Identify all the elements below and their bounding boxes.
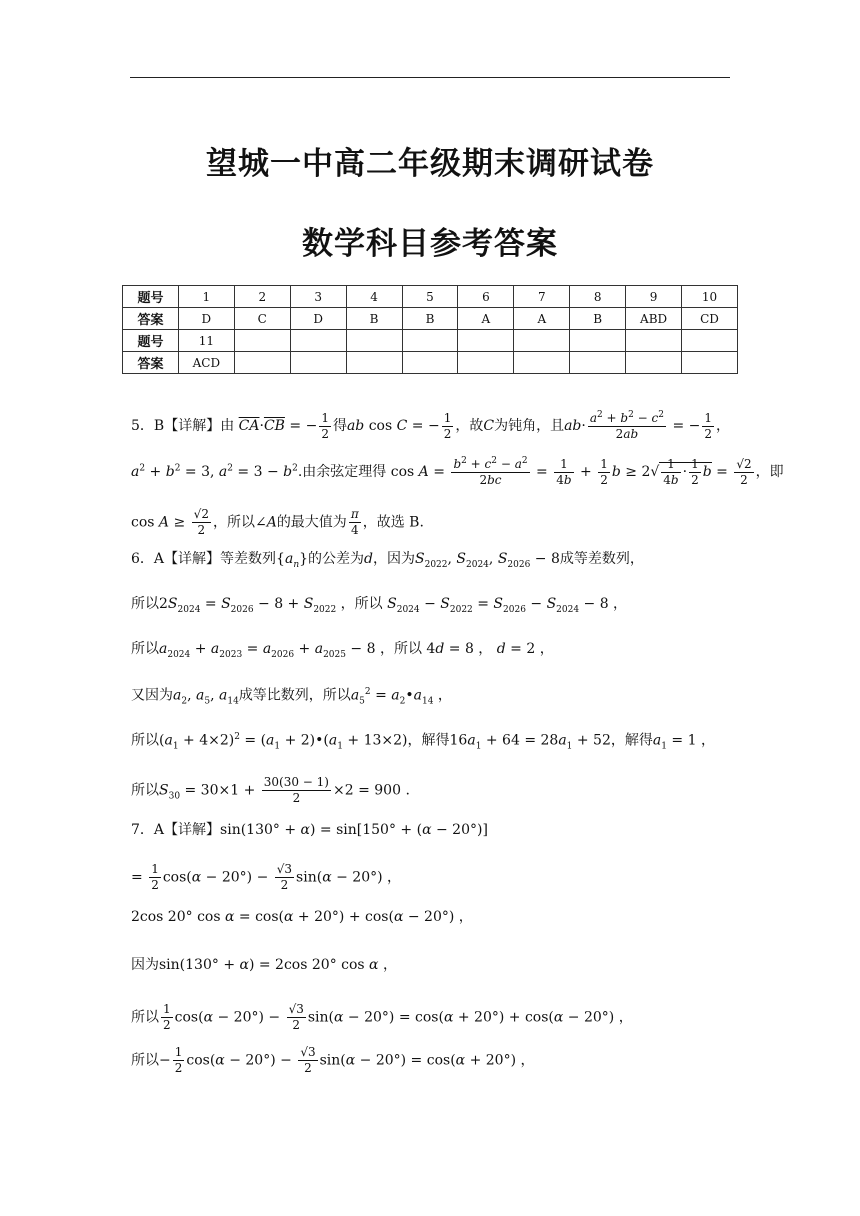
table-cell: [402, 330, 458, 352]
table-cell: [290, 352, 346, 374]
text: ，即: [755, 464, 784, 480]
solution-6-line-4: 又因为$a_2$, $a_5$, $a_{14}$成等比数列，所以$a_5^2$ = $a_2•a_{14}$ ，: [131, 687, 452, 707]
text: .由余弦定理得: [297, 464, 387, 480]
table-cell: 8: [570, 286, 626, 308]
table-cell: [514, 330, 570, 352]
text: ，因为: [373, 551, 415, 567]
table-cell: C: [234, 308, 290, 330]
table-cell: [514, 352, 570, 374]
text: 的最大值为: [276, 514, 347, 531]
table-cell: [570, 352, 626, 374]
header-rule: [130, 77, 730, 78]
solution-6-line-6: 所以$S_{30} = 30\times 1$ + $\frac{30(30 - 1)}{2}$ ×2 = 900 .: [131, 775, 410, 805]
solution-7-line-5: 所以 $\frac{1}{2}$ cos(α − 20°) − $\frac{√3}{2}$ sin(α − 20°) = cos(α + 20°) + cos(α − 20°) ，: [131, 1002, 633, 1032]
table-cell: [402, 352, 458, 374]
table-cell: [570, 330, 626, 352]
table-cell: [626, 330, 682, 352]
solution-6-line-2: 所以$2S_{2024} = S_{2026} - 8 + S_{2022}$ ，所以 $S_{2024} - S_{2022} = S_{2026} - S_{2024} - 8$ ，: [131, 596, 628, 615]
table-cell: A: [514, 308, 570, 330]
text: ，解得: [610, 732, 653, 749]
table-cell: [682, 352, 738, 374]
table-cell: 7: [514, 286, 570, 308]
table-cell: [458, 330, 514, 352]
table-row: [123, 352, 738, 374]
table-cell: 1: [178, 286, 234, 308]
table-row: [123, 286, 738, 308]
table-cell: 6: [458, 286, 514, 308]
table-cell: [290, 330, 346, 352]
text: ，故选 B.: [362, 514, 424, 531]
table-cell: CD: [682, 308, 738, 330]
table-cell: D: [178, 308, 234, 330]
table-cell: A: [458, 308, 514, 330]
text: 所以: [131, 732, 159, 749]
text: 所以: [131, 782, 159, 799]
table-cell: [234, 330, 290, 352]
solution-6-line-1: 6．A【详解】等差数列$\{a_n\}$的公差为d，因为$S_{2022}$, $S_{2024}$, $S_{2026} - 8$成等差数列，: [131, 551, 644, 570]
solution-5-line-3: cos A ≥ $\frac{√2}{2}$ ，所以∠A的最大值为 $\frac{\pi}{4}$ ，故选 B.: [131, 507, 424, 537]
solution-head: 6．A【详解】: [131, 551, 221, 567]
table-cell: B: [402, 308, 458, 330]
page-title: 望城一中高二年级期末调研试卷: [206, 146, 654, 182]
text: 为钝角，且: [494, 418, 565, 434]
text: 所以: [131, 1052, 159, 1069]
text: 等差数列: [220, 551, 277, 567]
table-cell: B: [346, 308, 402, 330]
table-cell: [346, 330, 402, 352]
text: 所以: [131, 1009, 159, 1026]
row-label: 题号: [123, 286, 179, 308]
solution-head: 7．A【详解】: [131, 822, 221, 838]
solution-7-line-4: 因为sin(130° + α) = 2cos 20° cos α ，: [131, 957, 397, 973]
text: ，解得: [407, 732, 450, 749]
text: 又因为: [131, 687, 173, 704]
text: ，所以∠: [212, 514, 267, 531]
table-cell: [458, 352, 514, 374]
table-cell: 3: [290, 286, 346, 308]
table-cell: [626, 352, 682, 374]
text: 成等差数列，: [559, 551, 644, 567]
table-row: [123, 330, 738, 352]
solution-7-line-6: 所以− $\frac{1}{2}$ cos(α − 20°) − $\frac{√3}{2}$ sin(α − 20°) = cos(α + 20°) ，: [131, 1045, 535, 1075]
table-cell: [682, 330, 738, 352]
table-cell: 4: [346, 286, 402, 308]
solution-6-line-5: 所以$(a_1 + 4\times 2)^2 = (a_1$ + $2)•(a_1 + 13\times 2)$，解得$16a_1 + 64 = 28a_1 + 52$，解得$a_1 = 1$ ，: [131, 732, 715, 752]
text: 成等比数列，所以: [238, 687, 351, 704]
table-cell: 10: [682, 286, 738, 308]
text: 所以: [131, 641, 159, 657]
table-cell: [346, 352, 402, 374]
text: 由: [220, 418, 235, 434]
text: 的公差为: [308, 551, 365, 567]
solution-5-line-1: 5．B【详解】由 $\overline{CA}\cdot\overline{CB}$ = − $\frac{1}{2}$ 得ab cos C = − $\frac{1}{2}$ ，故C为钝角，且ab· $\frac{a^2 + b^2 - c^2}{2ab}$ = − $\frac{1}{2}$ ，: [131, 410, 731, 441]
text: ，故: [455, 418, 484, 434]
row-label: 答案: [123, 308, 179, 330]
table-cell: [234, 352, 290, 374]
solution-7-line-2: = $\frac{1}{2}$ cos(α − 20°) − $\frac{√3}{2}$ sin(α − 20°) ，: [131, 862, 402, 892]
table-cell: D: [290, 308, 346, 330]
solution-7-line-1: 7．A【详解】sin(130° + α) = sin[150° + (α − 20°)]: [131, 822, 488, 838]
text: 因为: [131, 957, 159, 973]
table-cell: 5: [402, 286, 458, 308]
table-cell: 9: [626, 286, 682, 308]
text: 所以: [131, 596, 159, 612]
table-cell: B: [570, 308, 626, 330]
table-cell: ABD: [626, 308, 682, 330]
text: 得: [332, 418, 347, 434]
table-cell: ACD: [178, 352, 234, 374]
solution-7-line-3: 2cos 20° cos α = cos(α + 20°) + cos(α − 20°) ，: [131, 909, 473, 925]
row-label: 题号: [123, 330, 179, 352]
solution-5-line-2: $a^2 + b^2 = 3$, $a^2 = 3 - b^2$.由余弦定理得 cos A = $\frac{b^2 + c^2 - a^2}{2bc}$ = $\frac{1}{4b}$ + $\frac{1}{2}$ b ≥ 2√ $\frac{1}{4b}$ · $\frac{1}{2}$ b = $\frac{√2}{2}$ ，即: [131, 456, 784, 487]
solution-6-line-3: 所以$a_{2024} + a_{2023} = a_{2026} + a_{2025} - 8$ ，所以 4d = 8 ， d = 2 ，: [131, 641, 554, 660]
solution-head: 5．B【详解】: [131, 418, 221, 434]
table-cell: 11: [178, 330, 234, 352]
answer-table: [122, 285, 738, 374]
table-cell: 2: [234, 286, 290, 308]
table-row: [123, 308, 738, 330]
page-subtitle: 数学科目参考答案: [302, 226, 558, 262]
row-label: 答案: [123, 352, 179, 374]
